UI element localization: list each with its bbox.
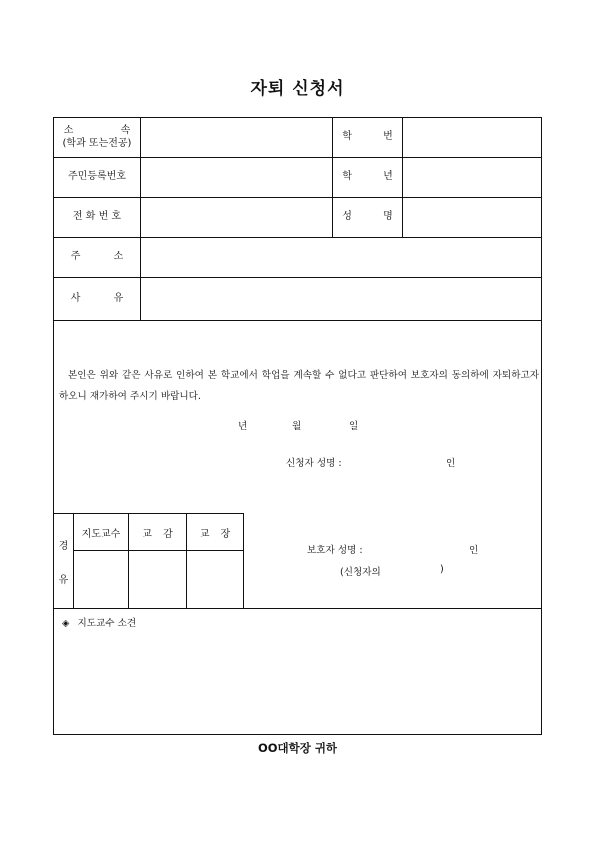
row-affiliation [54,118,541,158]
diamond-bullet-icon: ◈ [62,618,70,629]
row-address [54,238,541,278]
phone-value[interactable] [140,198,332,237]
student-id-label-cell [332,118,402,157]
approval-side-label [54,514,73,609]
affiliation-label: 소 속 [63,125,153,136]
approval-side-char-1: 경 [58,541,69,553]
guardian-relation-close: ) [440,564,444,575]
approval-side-char-2: 유 [58,574,69,586]
principal-header: 교 장 [186,514,243,551]
advisor-header: 지도교수 [73,514,128,551]
grade-label-cell [332,158,402,197]
advisor-opinion-area[interactable] [54,633,541,731]
student-id-label: 학 번 [342,131,393,143]
row-resident-number [54,158,541,198]
dean-sign-box[interactable] [128,551,186,609]
resident-no-value[interactable] [140,158,332,197]
resident-no-label-cell [54,158,140,197]
reason-label-cell [54,278,140,320]
affiliation-sublabel: (학과 또는전공) [62,137,132,149]
advisor-sign-box[interactable] [73,551,128,609]
name-label: 성 명 [342,211,393,223]
student-id-value[interactable] [402,118,541,157]
guardian-seal: 인 [469,545,479,556]
phone-label-cell [54,198,140,237]
affiliation-label-cell [54,118,153,157]
withdrawal-form [53,117,542,735]
opinion-divider [54,608,541,609]
applicant-seal: 인 [446,458,456,469]
reason-label: 사 유 [70,292,124,304]
applicant-name-label: 신청자 성명 : [286,458,342,469]
principal-sign-box[interactable] [186,551,243,609]
row-reason [54,278,541,321]
grade-value[interactable] [402,158,541,197]
form-title: 자퇴 신청서 [250,79,345,99]
name-value[interactable] [402,198,541,237]
advisor-opinion-heading [62,615,136,629]
phone-label: 전 화 번 호 [72,211,122,223]
approval-grid [54,513,244,609]
guardian-name-label: 보호자 성명 : [307,545,363,556]
addressee-footer: OO대학장 귀하 [257,741,338,755]
date-year: 년 [238,421,248,432]
address-label-cell [54,238,140,277]
resident-no-label: 주민등록번호 [68,171,126,183]
address-label: 주 소 [70,251,124,263]
affiliation-value[interactable] [140,118,332,157]
name-label-cell [332,198,402,237]
row-phone [54,198,541,238]
date-month: 월 [292,421,302,432]
guardian-relation: (신청자의 [340,567,381,578]
dean-header: 교 감 [128,514,186,551]
statement-text: 본인은 위와 같은 사유로 인하여 본 학교에서 학업을 계속할 수 없다고 판단하여 보호자의 동의하에 자퇴하고자 하오니 재가하여 주시기 바랍니다. [59,370,539,402]
reason-value[interactable] [140,278,541,320]
date-day: 일 [349,421,359,432]
address-value[interactable] [140,238,541,277]
advisor-opinion-label: 지도교수 소견 [77,618,137,629]
grade-label: 학 년 [342,171,393,183]
